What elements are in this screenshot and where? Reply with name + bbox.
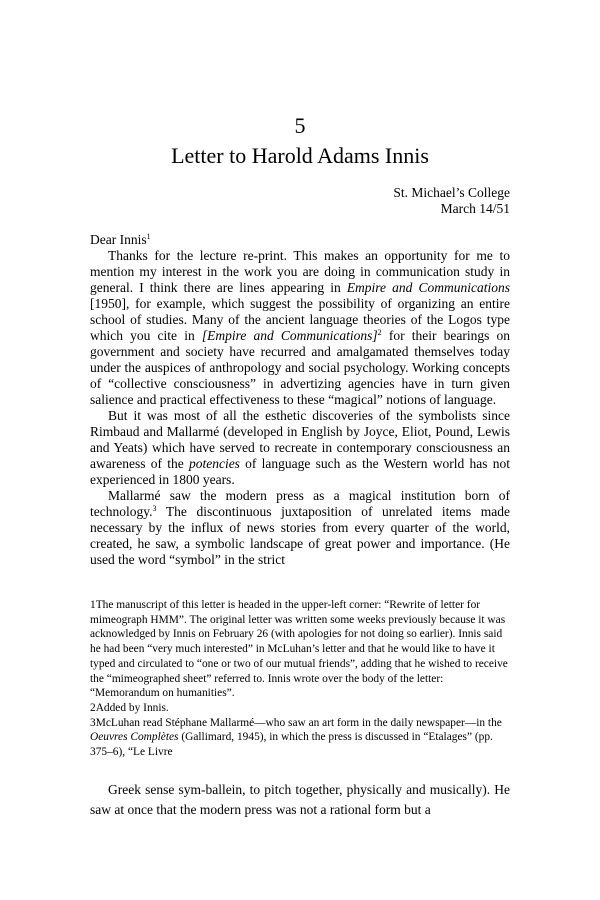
sender-place: St. Michael’s College: [393, 185, 510, 200]
chapter-number: 5: [294, 113, 306, 138]
paragraph-3-part-b: The discontinuous juxtaposition of unrelated items made necessary by the influx of news stories from every quarter of the world, created, he saw, a symbolic landscape of great power and importance. (He used the word “symbol” in the strict: [90, 504, 510, 567]
footnote-ref-2: 2: [377, 328, 382, 337]
paragraph-1: [90, 248, 510, 408]
paragraph-2-part-a: But it was most of all the esthetic discoveries of the symbolists since Rimbaud and Mallarmé (developed in English by Joyce, Eliot, Pound, Lewis and Yeats) which have served to recreate in contemporary consciousness an awareness of the: [90, 408, 510, 471]
letter-body: [90, 232, 510, 568]
footnote-ref-1: 1: [146, 232, 151, 241]
paragraph-1-part-b: [1950], for example, which suggest the possibility of organizing an entire school of studies. Many of the ancient language theories of the Logos type which you cite in: [90, 296, 510, 343]
footnote-3-part-a: 3McLuhan read Stéphane Mallarmé—who saw an art form in the daily newspaper—in the: [90, 716, 502, 729]
footnote-2: 2Added by Innis.: [90, 701, 169, 714]
chapter-title: Letter to Harold Adams Innis: [171, 143, 429, 168]
emphasis-potencies: potencies: [188, 456, 240, 471]
book-title-oeuvres: Oeuvres Complètes: [90, 731, 179, 744]
footnote-3: [90, 716, 510, 760]
paragraph-2-part-b: of language such as the Western world has not experienced in 1800 years.: [90, 456, 510, 487]
footnotes: [90, 598, 510, 760]
continuation-paragraph: Greek sense sym-ballein, to pitch together, physically and musically). He saw at once that the modern press was not a rational form but a: [90, 782, 510, 817]
salutation: [90, 232, 510, 248]
paragraph-3-part-a: Mallarmé saw the modern press as a magical institution born of technology.: [90, 488, 510, 519]
book-title-empire-bracketed: [Empire and Communications]: [201, 328, 378, 343]
salutation-text: Dear Innis: [90, 232, 147, 247]
sender-address: [310, 185, 510, 217]
footnote-ref-3: 3: [152, 504, 157, 513]
footnote-3-part-b: (Gallimard, 1945), in which the press is discussed in “Etalages” (pp. 375–6), “Le Livre: [90, 731, 493, 759]
paragraph-1-part-c: for their bearings on government and society have recurred and amalgamated themselves today under the auspices of anthropology and social psychology. Working concepts of “collective consciousness” in advertizing agencies have in turn given salience and practical effectiveness to these “magical” notions of language.: [90, 328, 511, 407]
paragraph-1-part-a: Thanks for the lecture re-print. This makes an opportunity for me to mention my interest in the work you are doing in communication study in general. I think there are lines appearing in: [90, 248, 510, 295]
paragraph-3: [90, 488, 510, 568]
paragraph-2: [90, 408, 510, 488]
book-title-empire: Empire and Communications: [346, 280, 510, 295]
continuation-text: [90, 780, 510, 820]
footnote-1: 1The manuscript of this letter is headed in the upper-left corner: “Rewrite of letter for mimeograph HMM”. The original letter was written some weeks previously because it was acknowledged by Innis on February 26 (with apologies for not doing so earlier). Innis said he had been “very much interested” in McLuhan’s letter and that he would like to have it typed and circulated to “one or two of our mutual friends”, adding that he wished to receive the “mimeographed sheet” referred to. Innis wrote over the body of the letter: “Memorandum on humanities”.: [90, 599, 508, 700]
letter-date: March 14/51: [440, 201, 510, 216]
